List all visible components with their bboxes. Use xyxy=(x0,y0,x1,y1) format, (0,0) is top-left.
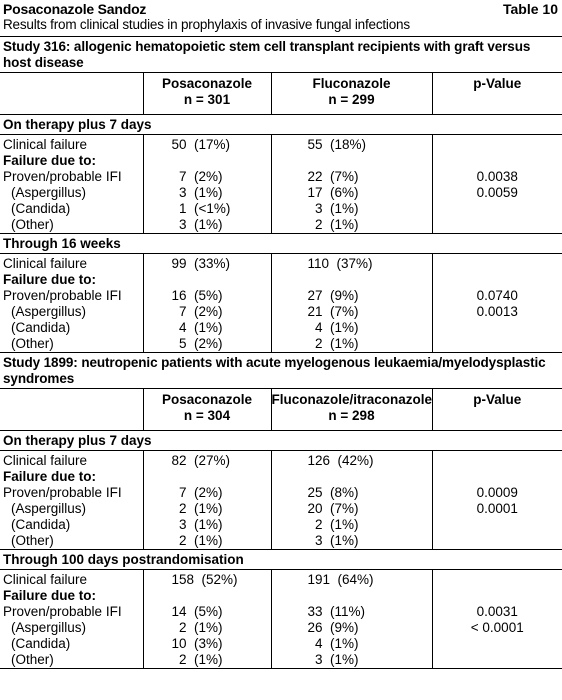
column-header-p-value xyxy=(432,73,562,115)
value-drug-b: 3 (1%) xyxy=(271,533,432,550)
row-label: Proven/probable IFI xyxy=(3,485,122,500)
value-p xyxy=(432,451,562,470)
table-row xyxy=(0,620,562,636)
section-title-row xyxy=(0,115,562,135)
row-label: Failure due to: xyxy=(3,272,97,287)
value-p xyxy=(432,652,562,669)
drug-a-name: Posaconazole xyxy=(161,392,253,407)
value-drug-b xyxy=(271,469,432,485)
value-drug-b: 4 (1%) xyxy=(271,636,432,652)
value-p xyxy=(432,272,562,288)
column-header-blank xyxy=(0,73,143,115)
row-label: (Aspergillus) xyxy=(11,304,87,319)
table-row xyxy=(0,533,562,550)
value-p: 0.0009 xyxy=(432,485,562,501)
results-table-body xyxy=(0,37,562,669)
column-header-row xyxy=(0,389,562,431)
row-label: Clinical failure xyxy=(0,570,143,589)
value-p xyxy=(432,254,562,273)
value-drug-a: 3 (1%) xyxy=(143,217,271,234)
table-row xyxy=(0,604,562,620)
value-drug-b: 126 (42%) xyxy=(271,451,432,470)
value-p xyxy=(432,336,562,353)
value-p: 0.0031 xyxy=(432,604,562,620)
value-drug-a: 2 (1%) xyxy=(143,620,271,636)
value-drug-a xyxy=(143,588,271,604)
row-label: (Other) xyxy=(11,533,54,548)
value-drug-b: 17 (6%) xyxy=(271,185,432,201)
value-drug-a: 7 (2%) xyxy=(143,169,271,185)
value-drug-a: 16 (5%) xyxy=(143,288,271,304)
value-p xyxy=(432,217,562,234)
table-row xyxy=(0,485,562,501)
row-label: (Other) xyxy=(11,652,54,667)
value-drug-b: 2 (1%) xyxy=(271,336,432,353)
table-row xyxy=(0,169,562,185)
value-p xyxy=(432,469,562,485)
value-drug-a xyxy=(143,272,271,288)
table-row xyxy=(0,517,562,533)
value-drug-b: 26 (9%) xyxy=(271,620,432,636)
row-label: (Candida) xyxy=(11,636,71,651)
value-drug-a: 7 (2%) xyxy=(143,304,271,320)
table-row xyxy=(0,336,562,353)
table-row xyxy=(0,501,562,517)
value-p xyxy=(432,533,562,550)
value-drug-a: 2 (1%) xyxy=(143,652,271,669)
column-header-drug-b xyxy=(271,73,432,115)
value-drug-a: 14 (5%) xyxy=(143,604,271,620)
study-title-row xyxy=(0,353,562,389)
document-header xyxy=(0,0,562,36)
value-drug-a: 158 (52%) xyxy=(143,570,271,589)
value-p: 0.0001 xyxy=(432,501,562,517)
table-row xyxy=(0,217,562,234)
row-label: (Candida) xyxy=(11,201,71,216)
column-header-drug-b xyxy=(271,389,432,431)
section-title-row xyxy=(0,431,562,451)
value-p: 0.0740 xyxy=(432,288,562,304)
table-row xyxy=(0,588,562,604)
table-row xyxy=(0,320,562,336)
section-title-row xyxy=(0,550,562,570)
row-label: Clinical failure xyxy=(0,451,143,470)
value-drug-b: 2 (1%) xyxy=(271,217,432,234)
value-drug-b: 25 (8%) xyxy=(271,485,432,501)
value-drug-b: 2 (1%) xyxy=(271,517,432,533)
value-drug-b: 110 (37%) xyxy=(271,254,432,273)
row-label: Failure due to: xyxy=(3,588,97,603)
drug-a-n: n = 304 xyxy=(183,408,231,423)
row-label: Clinical failure xyxy=(0,135,143,154)
value-p: < 0.0001 xyxy=(432,620,562,636)
column-header-blank xyxy=(0,389,143,431)
value-p xyxy=(432,320,562,336)
section-title-row xyxy=(0,234,562,254)
p-value-label: p-Value xyxy=(473,76,522,91)
row-label: Clinical failure xyxy=(0,254,143,273)
value-drug-a: 3 (1%) xyxy=(143,517,271,533)
table-row xyxy=(0,201,562,217)
value-p xyxy=(432,570,562,589)
value-drug-b: 27 (9%) xyxy=(271,288,432,304)
value-drug-a: 50 (17%) xyxy=(143,135,271,154)
value-drug-b xyxy=(271,272,432,288)
value-p: 0.0013 xyxy=(432,304,562,320)
value-drug-a: 2 (1%) xyxy=(143,501,271,517)
value-drug-a: 3 (1%) xyxy=(143,185,271,201)
column-header-drug-a xyxy=(143,73,271,115)
table-row xyxy=(0,304,562,320)
table-row xyxy=(0,469,562,485)
row-label: Proven/probable IFI xyxy=(3,288,122,303)
table-row xyxy=(0,451,562,470)
section-title: On therapy plus 7 days xyxy=(0,431,562,451)
row-label: (Aspergillus) xyxy=(11,620,87,635)
value-p: 0.0059 xyxy=(432,185,562,201)
product-title: Posaconazole Sandoz xyxy=(3,1,147,17)
column-header-p-value xyxy=(432,389,562,431)
table-row xyxy=(0,254,562,273)
row-label: (Other) xyxy=(11,217,54,232)
table-number: Table 10 xyxy=(503,1,558,17)
value-drug-a: 82 (27%) xyxy=(143,451,271,470)
row-label: (Candida) xyxy=(11,517,71,532)
value-p xyxy=(432,517,562,533)
section-title: On therapy plus 7 days xyxy=(0,115,562,135)
table-row xyxy=(0,636,562,652)
study-title: Study 1899: neutropenic patients with acute myelogenous leukaemia/myelodysplastic syndromes xyxy=(0,353,562,389)
value-drug-a: 99 (33%) xyxy=(143,254,271,273)
table-row xyxy=(0,652,562,669)
drug-a-n: n = 301 xyxy=(183,92,231,107)
value-drug-b: 22 (7%) xyxy=(271,169,432,185)
drug-a-name: Posaconazole xyxy=(161,76,253,91)
table-row xyxy=(0,288,562,304)
value-p xyxy=(432,588,562,604)
row-label: (Candida) xyxy=(11,320,71,335)
row-label: (Aspergillus) xyxy=(11,501,87,516)
study-title-row xyxy=(0,37,562,73)
drug-b-n: n = 298 xyxy=(328,408,375,423)
row-label: Failure due to: xyxy=(3,153,97,168)
results-table xyxy=(0,36,562,669)
p-value-label: p-Value xyxy=(473,392,522,407)
study-title: Study 316: allogenic hematopoietic stem cell transplant recipients with graft versus host disease xyxy=(0,37,562,73)
value-p xyxy=(432,135,562,154)
value-p: 0.0038 xyxy=(432,169,562,185)
value-drug-b: 191 (64%) xyxy=(271,570,432,589)
table-subtitle: Results from clinical studies in prophylaxis of invasive fungal infections xyxy=(3,17,410,32)
section-title: Through 100 days postrandomisation xyxy=(0,550,562,570)
row-label: Proven/probable IFI xyxy=(3,169,122,184)
row-label: Proven/probable IFI xyxy=(3,604,122,619)
value-p xyxy=(432,636,562,652)
table-row xyxy=(0,135,562,154)
value-drug-b: 3 (1%) xyxy=(271,652,432,669)
column-header-drug-a xyxy=(143,389,271,431)
drug-b-name: Fluconazole/itraconazole xyxy=(271,392,433,407)
table-row xyxy=(0,570,562,589)
value-drug-b xyxy=(271,588,432,604)
value-drug-a: 4 (1%) xyxy=(143,320,271,336)
row-label: (Aspergillus) xyxy=(11,185,87,200)
value-drug-a: 1 (<1%) xyxy=(143,201,271,217)
value-p xyxy=(432,201,562,217)
column-header-row xyxy=(0,73,562,115)
value-drug-a xyxy=(143,153,271,169)
value-p xyxy=(432,153,562,169)
value-drug-b: 3 (1%) xyxy=(271,201,432,217)
value-drug-a: 5 (2%) xyxy=(143,336,271,353)
table-row xyxy=(0,272,562,288)
drug-b-n: n = 299 xyxy=(328,92,375,107)
value-drug-b xyxy=(271,153,432,169)
value-drug-b: 33 (11%) xyxy=(271,604,432,620)
table-row xyxy=(0,185,562,201)
drug-b-name: Fluconazole xyxy=(312,76,391,91)
value-drug-b: 20 (7%) xyxy=(271,501,432,517)
row-label: Failure due to: xyxy=(3,469,97,484)
value-drug-a: 10 (3%) xyxy=(143,636,271,652)
row-label: (Other) xyxy=(11,336,54,351)
value-drug-b: 55 (18%) xyxy=(271,135,432,154)
value-drug-a: 7 (2%) xyxy=(143,485,271,501)
table-row xyxy=(0,153,562,169)
section-title: Through 16 weeks xyxy=(0,234,562,254)
value-drug-a xyxy=(143,469,271,485)
value-drug-b: 4 (1%) xyxy=(271,320,432,336)
value-drug-b: 21 (7%) xyxy=(271,304,432,320)
value-drug-a: 2 (1%) xyxy=(143,533,271,550)
